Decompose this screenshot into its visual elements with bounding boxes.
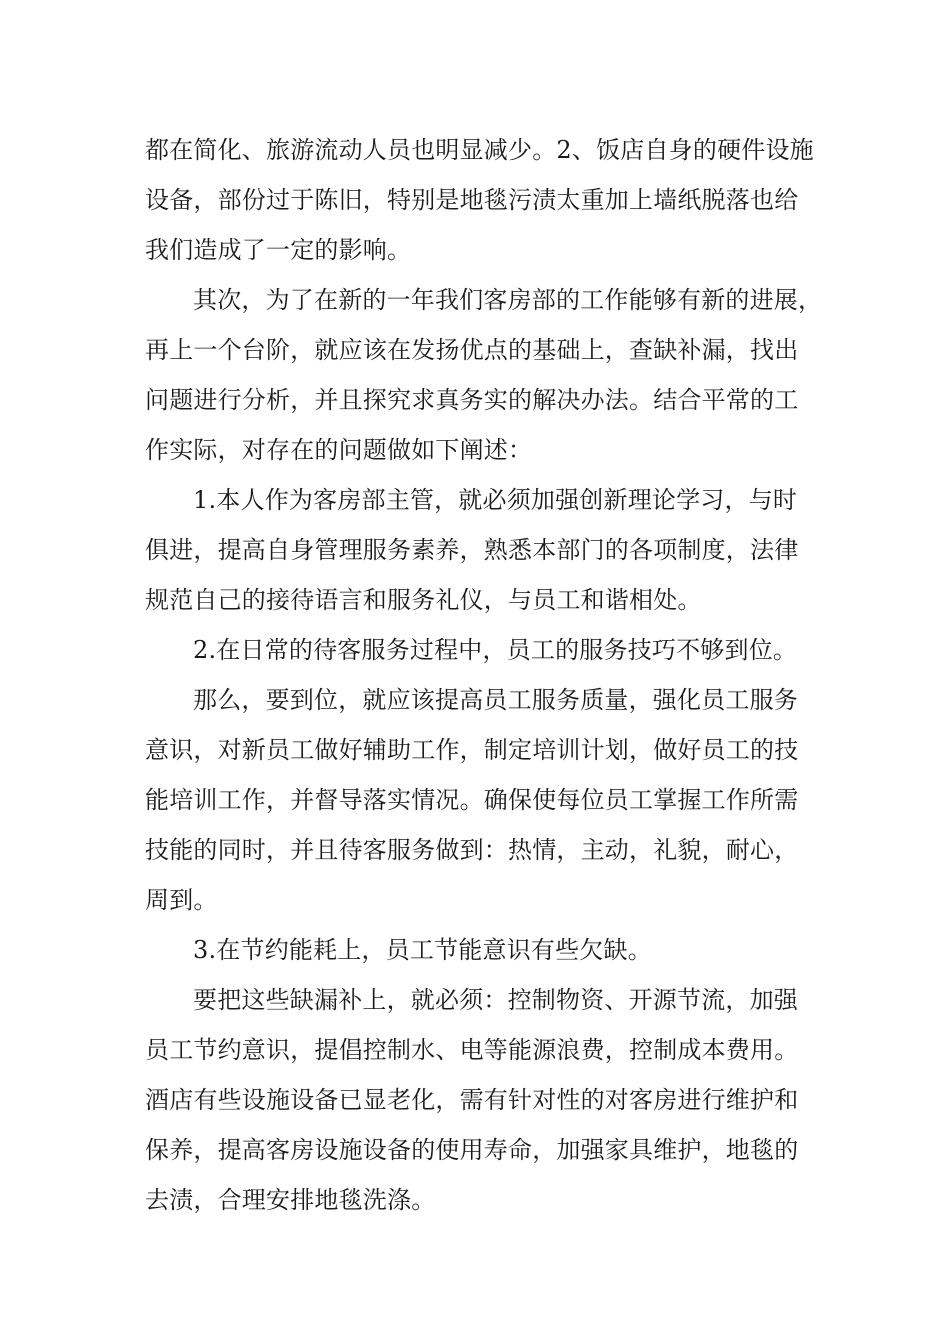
text-line: 设备，部份过于陈旧，特别是地毯污渍太重加上墙纸脱落也给: [145, 186, 799, 214]
text-line: 规范自己的接待语言和服务礼仪，与员工和谐相处。: [145, 586, 702, 614]
text-line: 俱进，提高自身管理服务素养，熟悉本部门的各项制度，法律: [145, 536, 799, 564]
text-line: 员工节约意识，提倡控制水、电等能源浪费，控制成本费用。: [145, 1036, 799, 1064]
paragraph-first-line: 那么，要到位，就应该提高员工服务质量，强化员工服务: [193, 686, 798, 714]
paragraph-first-line: 2.在日常的待客服务过程中，员工的服务技巧不够到位。: [193, 636, 798, 664]
text-line: 保养，提高客房设施设备的使用寿命，加强家具维护，地毯的: [145, 1136, 799, 1164]
text-line: 技能的同时，并且待客服务做到：热情，主动，礼貌，耐心，: [145, 836, 799, 864]
text-line: 意识，对新员工做好辅助工作，制定培训计划，做好员工的技: [145, 736, 799, 764]
paragraph-first-line: 其次，为了在新的一年我们客房部的工作能够有新的进展，: [193, 286, 823, 314]
text-line: 都在简化、旅游流动人员也明显减少。2、饭店自身的硬件设施: [145, 136, 814, 164]
paragraph-first-line: 3.在节约能耗上，员工节能意识有些欠缺。: [193, 936, 652, 964]
text-line: 问题进行分析，并且探究求真务实的解决办法。结合平常的工: [145, 386, 799, 414]
text-line: 去渍，合理安排地毯洗涤。: [145, 1186, 436, 1214]
text-line: 酒店有些设施设备已显老化，需有针对性的对客房进行维护和: [145, 1086, 799, 1114]
text-line: 再上一个台阶，就应该在发扬优点的基础上，查缺补漏，找出: [145, 336, 799, 364]
text-line: 周到。: [145, 886, 218, 914]
text-line: 能培训工作，并督导落实情况。确保使每位员工掌握工作所需: [145, 786, 799, 814]
text-line: 作实际，对存在的问题做如下阐述：: [145, 436, 533, 464]
text-line: 我们造成了一定的影响。: [145, 236, 412, 264]
paragraph-first-line: 1.本人作为客房部主管，就必须加强创新理论学习，与时: [193, 486, 798, 514]
paragraph-first-line: 要把这些缺漏补上，就必须：控制物资、开源节流，加强: [193, 986, 798, 1014]
